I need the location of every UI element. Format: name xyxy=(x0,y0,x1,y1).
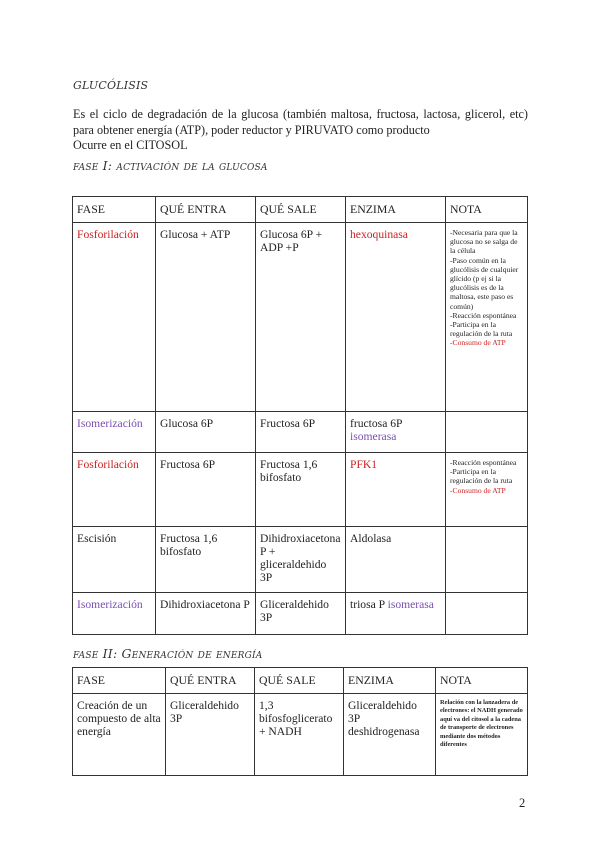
table-row xyxy=(73,453,528,527)
table-row xyxy=(73,223,528,412)
enzima-sub: isomerasa xyxy=(350,430,397,443)
cell-fase: Isomerización xyxy=(73,593,156,635)
phase1-table xyxy=(72,196,528,635)
header-enzima: ENZIMA xyxy=(344,668,436,694)
intro-paragraph xyxy=(73,107,528,154)
note-line: -Necesaria para que la glucosa no se salga de la célula xyxy=(450,228,518,256)
cell-entra: Glucosa + ATP xyxy=(156,223,256,412)
header-nota: NOTA xyxy=(446,197,528,223)
phase2-table xyxy=(72,667,528,776)
note-line: -Participa en la regulación de la ruta xyxy=(450,467,513,486)
header-fase: FASE xyxy=(73,668,166,694)
cell-sale: Fructosa 6P xyxy=(256,412,346,453)
cell-nota: Relación con la lanzadera de electrones: el NADH generado aquí va del citosol a la cadena de transporte de electrones mediante dos métodos diferentes xyxy=(436,694,528,776)
cell-fase: Fosforilación xyxy=(73,453,156,527)
cell-nota xyxy=(446,412,528,453)
enzima-main: triosa P xyxy=(350,598,385,611)
cell-enzima xyxy=(346,412,446,453)
cell-nota xyxy=(446,223,528,412)
intro-line-2: Ocurre en el CITOSOL xyxy=(73,138,188,152)
cell-fase: Creación de un compuesto de alta energía xyxy=(73,694,166,776)
document-title: glucólisis xyxy=(73,74,149,93)
table-row xyxy=(73,412,528,453)
header-que-entra: QUÉ ENTRA xyxy=(156,197,256,223)
cell-sale: Fructosa 1,6 bifosfato xyxy=(256,453,346,527)
note-line-atp: -Consumo de ATP xyxy=(450,338,506,348)
page-number: 2 xyxy=(519,796,526,810)
cell-sale: 1,3 bifosfoglicerato + NADH xyxy=(255,694,344,776)
cell-nota xyxy=(446,453,528,527)
note-line-atp: -Consumo de ATP xyxy=(450,485,506,495)
cell-fase: Escisión xyxy=(73,527,156,593)
header-nota: NOTA xyxy=(436,668,528,694)
phase2-title: fase II: Generación de energía xyxy=(73,646,263,661)
note-line: -Reacción espontánea xyxy=(450,310,517,320)
header-fase: FASE xyxy=(73,197,156,223)
note-line: -Reacción espontánea xyxy=(450,458,517,467)
cell-entra: Dihidroxiacetona P xyxy=(156,593,256,635)
header-que-sale: QUÉ SALE xyxy=(256,197,346,223)
table-row xyxy=(73,527,528,593)
cell-enzima: Aldolasa xyxy=(346,527,446,593)
cell-entra: Fructosa 6P xyxy=(156,453,256,527)
cell-sale: Dihidroxiacetona P + gliceraldehido 3P xyxy=(256,527,346,593)
cell-nota xyxy=(446,593,528,635)
note-line: -Participa en la regulación de la ruta xyxy=(450,320,513,339)
table-row xyxy=(73,593,528,635)
table-row xyxy=(73,694,528,776)
cell-enzima: hexoquinasa xyxy=(346,223,446,412)
cell-fase: Isomerización xyxy=(73,412,156,453)
phase1-title: fase I: activación de la glucosa xyxy=(73,158,268,173)
cell-enzima: PFK1 xyxy=(346,453,446,527)
cell-sale: Gliceraldehido 3P xyxy=(256,593,346,635)
intro-line-1: Es el ciclo de degradación de la glucosa (también maltosa, fructosa, lactosa, glicerol, etc) para obtener energía (ATP), poder reductor y PIRUVATO como producto xyxy=(73,107,528,137)
cell-entra: Glucosa 6P xyxy=(156,412,256,453)
cell-enzima: Gliceraldehido 3P deshidrogenasa xyxy=(344,694,436,776)
cell-nota xyxy=(446,527,528,593)
enzima-sub: isomerasa xyxy=(387,598,434,611)
cell-fase: Fosforilación xyxy=(73,223,156,412)
note-line: -Paso común en la glucólisis de cualquier glícido (p ej si la glucólisis es de la maltosa, este paso es común) xyxy=(450,255,519,311)
enzima-main: fructosa 6P xyxy=(350,417,403,430)
cell-entra: Gliceraldehido 3P xyxy=(166,694,255,776)
header-que-entra: QUÉ ENTRA xyxy=(166,668,255,694)
phase1-header-row xyxy=(73,197,528,223)
cell-enzima xyxy=(346,593,446,635)
cell-sale: Glucosa 6P + ADP +P xyxy=(256,223,346,412)
phase2-header-row xyxy=(73,668,528,694)
cell-entra: Fructosa 1,6 bifosfato xyxy=(156,527,256,593)
header-enzima: ENZIMA xyxy=(346,197,446,223)
header-que-sale: QUÉ SALE xyxy=(255,668,344,694)
